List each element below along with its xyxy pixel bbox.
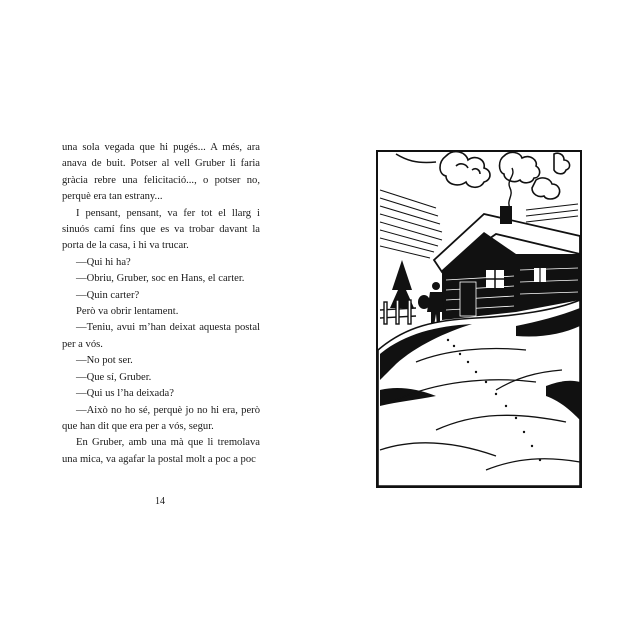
paragraph-4: —Obriu, Gruber, soc en Hans, el carter. xyxy=(76,273,245,285)
illustration-drawing xyxy=(376,150,582,488)
paragraph-9: —Que sí, Gruber. xyxy=(76,371,152,383)
paragraph-7: —Teniu, avui m’han deixat aquesta postal per a vós. xyxy=(62,322,260,350)
paragraph-6: Però va obrir lentament. xyxy=(76,306,179,318)
page-number: 14 xyxy=(155,496,165,507)
fence xyxy=(380,300,416,324)
paragraph-2: I pensant, pensant, va fer tot el llarg i sinuós camí fins que es va trobar davant la porta de la casa, i hi va trucar. xyxy=(62,207,260,252)
paragraph-5: —Quin carter? xyxy=(76,289,140,301)
paragraph-12: En Gruber, amb una mà que li tremolava una mica, va agafar la postal molt a poc a poc xyxy=(62,437,260,465)
paragraph-3: —Qui hi ha? xyxy=(76,256,131,268)
paragraph-11: —Això no ho sé, perquè jo no hi era, però que han dit que era per a vós, segur. xyxy=(62,404,260,432)
paragraph-8: —No pot ser. xyxy=(76,355,133,367)
paragraph-10: —Qui us l’ha deixada? xyxy=(76,388,174,400)
left-page-text xyxy=(62,140,260,468)
illustration-snowy-cabin xyxy=(376,150,582,488)
paragraph-1: una sola vegada que hi pugés... A més, ara anava de buit. Potser al vell Gruber li faria gràcia rebre una felicitació..., o potser no, perquè era tan estrany... xyxy=(62,142,260,203)
